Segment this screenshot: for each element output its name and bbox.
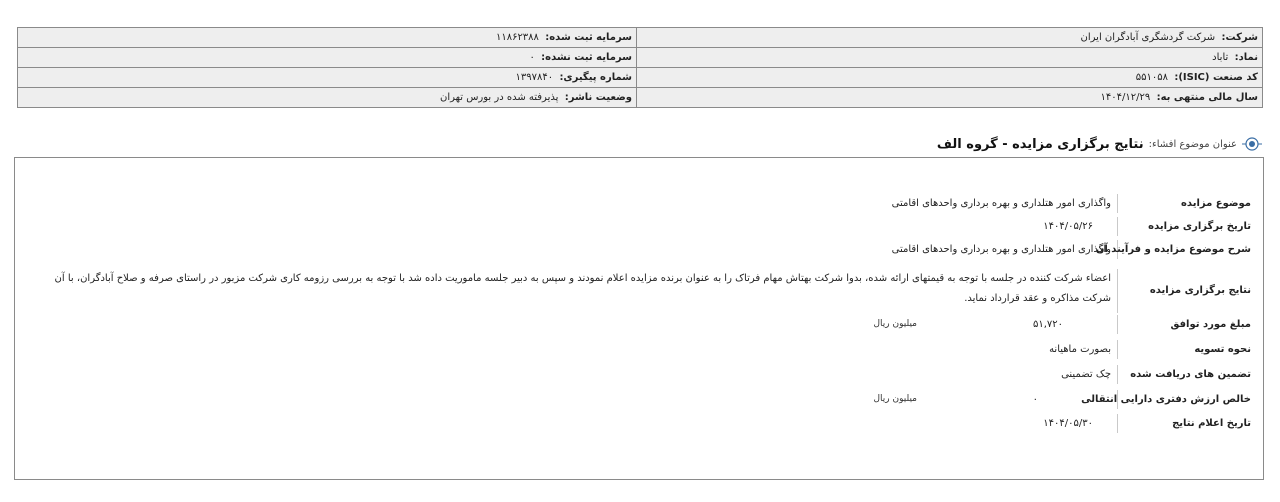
book-value-value: ۰: [1032, 394, 1038, 405]
tracking-label: شماره پیگیری:: [559, 72, 632, 83]
settlement-value: بصورت ماهیانه: [1049, 344, 1111, 355]
fiscal-year-label: سال مالی منتهی به:: [1156, 92, 1258, 103]
settlement-label: نحوه تسویه: [1117, 340, 1251, 359]
isic-label: کد صنعت (ISIC):: [1174, 72, 1258, 83]
capital-unregistered-value: ۰: [529, 52, 535, 63]
auction-process-label: شرح موضوع مزایده و فرآیند آن: [1117, 240, 1251, 259]
agreed-amount-value: ۵۱,۷۲۰: [1032, 319, 1063, 330]
company-cell: [637, 28, 1263, 48]
tracking-value: ۱۳۹۷۸۴۰: [515, 72, 554, 83]
auction-date-label: تاریخ برگزاری مزایده: [1117, 217, 1251, 236]
detail-row-announce: [15, 414, 1263, 433]
auction-subject-value: واگذاری امور هتلداری و بهره برداری واحدهای اقامتی: [891, 198, 1111, 209]
agreed-amount-unit: میلیون ریال: [873, 319, 917, 329]
book-value-unit: میلیون ریال: [873, 394, 917, 404]
company-value: شرکت گردشگری آبادگران ایران: [1080, 32, 1216, 43]
detail-row-guarantee: [15, 365, 1263, 384]
subject-prefix: عنوان موضوع افشاء:: [1148, 138, 1237, 150]
symbol-label: نماد:: [1234, 52, 1258, 63]
auction-results-value: اعضاء شرکت کننده در جلسه با توجه به قیمتهای ارائه شده، بدوا شرکت بهتاش مهام فرتاک را به عنوان برنده مزایده اعلام نمودند و سپس به دبیر جلسه ماموریت داده شد با توجه به بررسی رزومه کاری شرکت مزبور در راستای صرفه و صلاح آبادگران، با آن شرکت مذاکره و عقد قرارداد نماید.: [54, 273, 1111, 304]
detail-row-process: [15, 240, 1263, 259]
company-info-row: [18, 68, 1263, 88]
capital-unregistered-label: سرمایه ثبت نشده:: [541, 52, 632, 63]
detail-row-date: [15, 217, 1263, 236]
company-info-row: [18, 28, 1263, 48]
company-info-row: [18, 88, 1263, 108]
publisher-status-label: وضعیت ناشر:: [564, 92, 632, 103]
disclosure-bullet-icon: [1242, 134, 1262, 154]
announce-date-label: تاریخ اعلام نتایج: [1117, 414, 1251, 433]
capital-registered-label: سرمایه ثبت شده:: [545, 32, 632, 43]
fiscal-year-cell: [637, 88, 1263, 108]
auction-results-label: نتایج برگزاری مزایده: [1117, 269, 1251, 313]
auction-date-value: ۱۴۰۴/۰۵/۲۶: [1043, 221, 1093, 232]
tracking-cell: [18, 68, 637, 88]
company-label: شرکت:: [1221, 32, 1258, 43]
fiscal-year-value: ۱۴۰۴/۱۲/۲۹: [1100, 92, 1151, 103]
capital-registered-value: ۱۱۸۶۲۳۸۸: [495, 32, 539, 43]
guarantee-label: تضمین های دریافت شده: [1117, 365, 1251, 384]
detail-row-book-value: [15, 390, 1263, 409]
publisher-status-cell: [18, 88, 637, 108]
auction-process-value: واگذاری امور هتلداری و بهره برداری واحدهای اقامتی: [891, 244, 1111, 255]
auction-details-panel: [14, 157, 1264, 480]
detail-row-amount: [15, 315, 1263, 334]
guarantee-value: چک تضمینی: [1061, 369, 1111, 380]
isic-value: ۵۵۱۰۵۸: [1135, 72, 1168, 83]
detail-row-results: [15, 269, 1263, 313]
detail-row-settlement: [15, 340, 1263, 359]
agreed-amount-label: مبلغ مورد توافق: [1117, 315, 1251, 334]
capital-unregistered-cell: [18, 48, 637, 68]
symbol-value: تاباد: [1212, 52, 1229, 63]
detail-row-subject: [15, 194, 1263, 213]
publisher-status-value: پذیرفته شده در بورس تهران: [440, 92, 559, 103]
book-value-label: خالص ارزش دفتری دارایی انتقالی: [1117, 390, 1251, 409]
isic-cell: [637, 68, 1263, 88]
company-info-table: [17, 27, 1263, 108]
company-info-row: [18, 48, 1263, 68]
subject-title: نتایج برگزاری مزایده - گروه الف: [936, 136, 1144, 152]
symbol-cell: [637, 48, 1263, 68]
capital-registered-cell: [18, 28, 637, 48]
disclosure-subject: [937, 134, 1262, 154]
auction-subject-label: موضوع مزایده: [1117, 194, 1251, 213]
announce-date-value: ۱۴۰۴/۰۵/۳۰: [1043, 418, 1093, 429]
